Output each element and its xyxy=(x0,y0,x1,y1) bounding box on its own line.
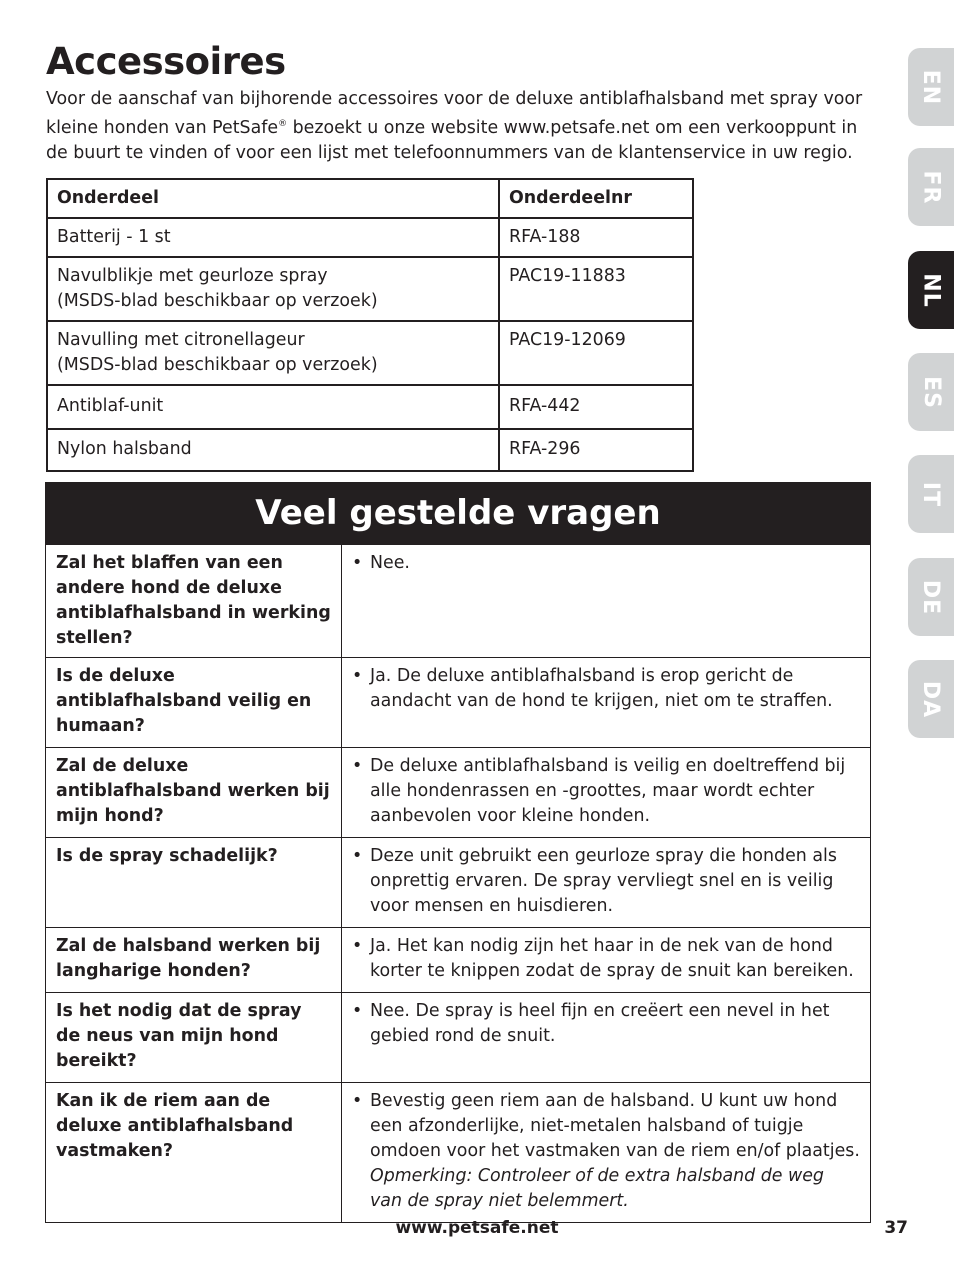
faq-answer xyxy=(342,748,871,838)
faq-answer-note: Opmerking: Controleer of de extra halsband de weg van de spray niet belemmert. xyxy=(370,1166,824,1211)
bullet-icon: • xyxy=(352,1091,363,1111)
header-part: Onderdeel xyxy=(47,179,499,218)
faq-table xyxy=(45,544,871,1223)
faq-title: Veel gestelde vragen xyxy=(45,482,871,544)
faq-question: Zal de deluxe antiblafhalsband werken bij mijn hond? xyxy=(46,748,342,838)
faq-question: Is het nodig dat de spray de neus van mijn hond bereikt? xyxy=(46,993,342,1083)
tab-fr[interactable] xyxy=(908,148,954,226)
faq-row xyxy=(46,993,871,1083)
registered-mark: ® xyxy=(278,119,288,129)
faq-answer xyxy=(342,928,871,993)
faq-answer-text: Ja. Het kan nodig zijn het haar in de nek van de hond korter te knippen zodat de spray de snuit kan bereiken. xyxy=(370,936,854,981)
intro-text-start: Voor de aanschaf van bijhorende accessoires voor de deluxe antiblafhalsband met spray voor kleine honden van PetSafe xyxy=(46,89,863,138)
faq-row xyxy=(46,838,871,928)
tab-label: EN xyxy=(918,69,944,105)
tab-de[interactable] xyxy=(908,558,954,636)
faq-answer-text: Ja. De deluxe antiblafhalsband is erop gericht de aandacht van de hond te krijgen, niet om te straffen. xyxy=(370,666,833,711)
part-name: Navulblikje met geurloze spray (MSDS-blad beschikbaar op verzoek) xyxy=(47,257,499,321)
bullet-icon: • xyxy=(352,756,363,776)
bullet-icon: • xyxy=(352,1001,363,1021)
faq-section xyxy=(45,482,871,1223)
table-row xyxy=(47,321,693,385)
header-part-number: Onderdeelnr xyxy=(499,179,693,218)
bullet-icon: • xyxy=(352,846,363,866)
table-row xyxy=(47,429,693,471)
bullet-icon: • xyxy=(352,553,363,573)
faq-row xyxy=(46,748,871,838)
tab-label: IT xyxy=(918,481,944,507)
faq-row xyxy=(46,545,871,658)
tab-label: NL xyxy=(918,272,944,308)
faq-question: Zal het blaffen van een andere hond de deluxe antiblafhalsband in werking stellen? xyxy=(46,545,342,658)
table-row xyxy=(47,218,693,257)
part-number: PAC19-11883 xyxy=(499,257,693,321)
tab-en[interactable] xyxy=(908,48,954,126)
faq-row xyxy=(46,928,871,993)
faq-answer-text xyxy=(370,1089,860,1214)
bullet-icon: • xyxy=(352,666,363,686)
faq-row xyxy=(46,1083,871,1223)
faq-answer-text: De deluxe antiblafhalsband is veilig en doeltreffend bij alle hondenrassen en -groottes, maar wordt echter aanbevolen voor kleine honden. xyxy=(370,756,846,826)
part-number: RFA-296 xyxy=(499,429,693,471)
parts-table xyxy=(46,178,694,472)
tab-nl[interactable] xyxy=(908,251,954,329)
faq-answer xyxy=(342,545,871,658)
faq-answer-text: Deze unit gebruikt een geurloze spray die honden als onprettig ervaren. De spray vervliegt snel en is veilig voor mensen en huisdieren. xyxy=(370,846,837,916)
part-name: Navulling met citronellageur (MSDS-blad beschikbaar op verzoek) xyxy=(47,321,499,385)
part-name: Antiblaf-unit xyxy=(47,385,499,429)
tab-it[interactable] xyxy=(908,455,954,533)
faq-answer-text: Nee. xyxy=(370,553,410,573)
tab-es[interactable] xyxy=(908,353,954,431)
faq-row xyxy=(46,658,871,748)
part-name: Nylon halsband xyxy=(47,429,499,471)
language-tabs xyxy=(908,0,954,760)
faq-answer xyxy=(342,658,871,748)
part-number: RFA-442 xyxy=(499,385,693,429)
faq-question: Is de spray schadelijk? xyxy=(46,838,342,928)
faq-answer-main: Bevestig geen riem aan de halsband. U kunt uw hond een afzonderlijke, niet-metalen halsband of tuigje omdoen voor het vastmaken van de riem en/of plaatjes. xyxy=(370,1091,860,1161)
part-number: PAC19-12069 xyxy=(499,321,693,385)
tab-da[interactable] xyxy=(908,660,954,738)
part-number: RFA-188 xyxy=(499,218,693,257)
tab-label: FR xyxy=(918,170,944,204)
faq-answer xyxy=(342,993,871,1083)
faq-answer-text: Nee. De spray is heel fijn en creëert een nevel in het gebied rond de snuit. xyxy=(370,1001,830,1046)
tab-label: DE xyxy=(918,579,944,615)
part-name: Batterij - 1 st xyxy=(47,218,499,257)
bullet-icon: • xyxy=(352,936,363,956)
footer-url: www.petsafe.net xyxy=(395,1218,559,1238)
faq-question: Zal de halsband werken bij langharige honden? xyxy=(46,928,342,993)
parts-table-header xyxy=(47,179,693,218)
faq-answer xyxy=(342,838,871,928)
faq-question: Is de deluxe antiblafhalsband veilig en humaan? xyxy=(46,658,342,748)
tab-label: DA xyxy=(918,680,944,718)
page-title: Accessoires xyxy=(46,40,286,83)
table-row xyxy=(47,385,693,429)
faq-answer xyxy=(342,1083,871,1223)
page-number: 37 xyxy=(884,1218,908,1238)
intro-paragraph xyxy=(46,87,876,166)
table-row xyxy=(47,257,693,321)
faq-question: Kan ik de riem aan de deluxe antiblafhalsband vastmaken? xyxy=(46,1083,342,1223)
tab-label: ES xyxy=(918,375,944,409)
intro-text-end: bezoekt u onze website www.petsafe.net om een verkooppunt in de buurt te vinden of voor een lijst met telefoonnummers van de klantenservice in uw regio. xyxy=(46,117,858,163)
